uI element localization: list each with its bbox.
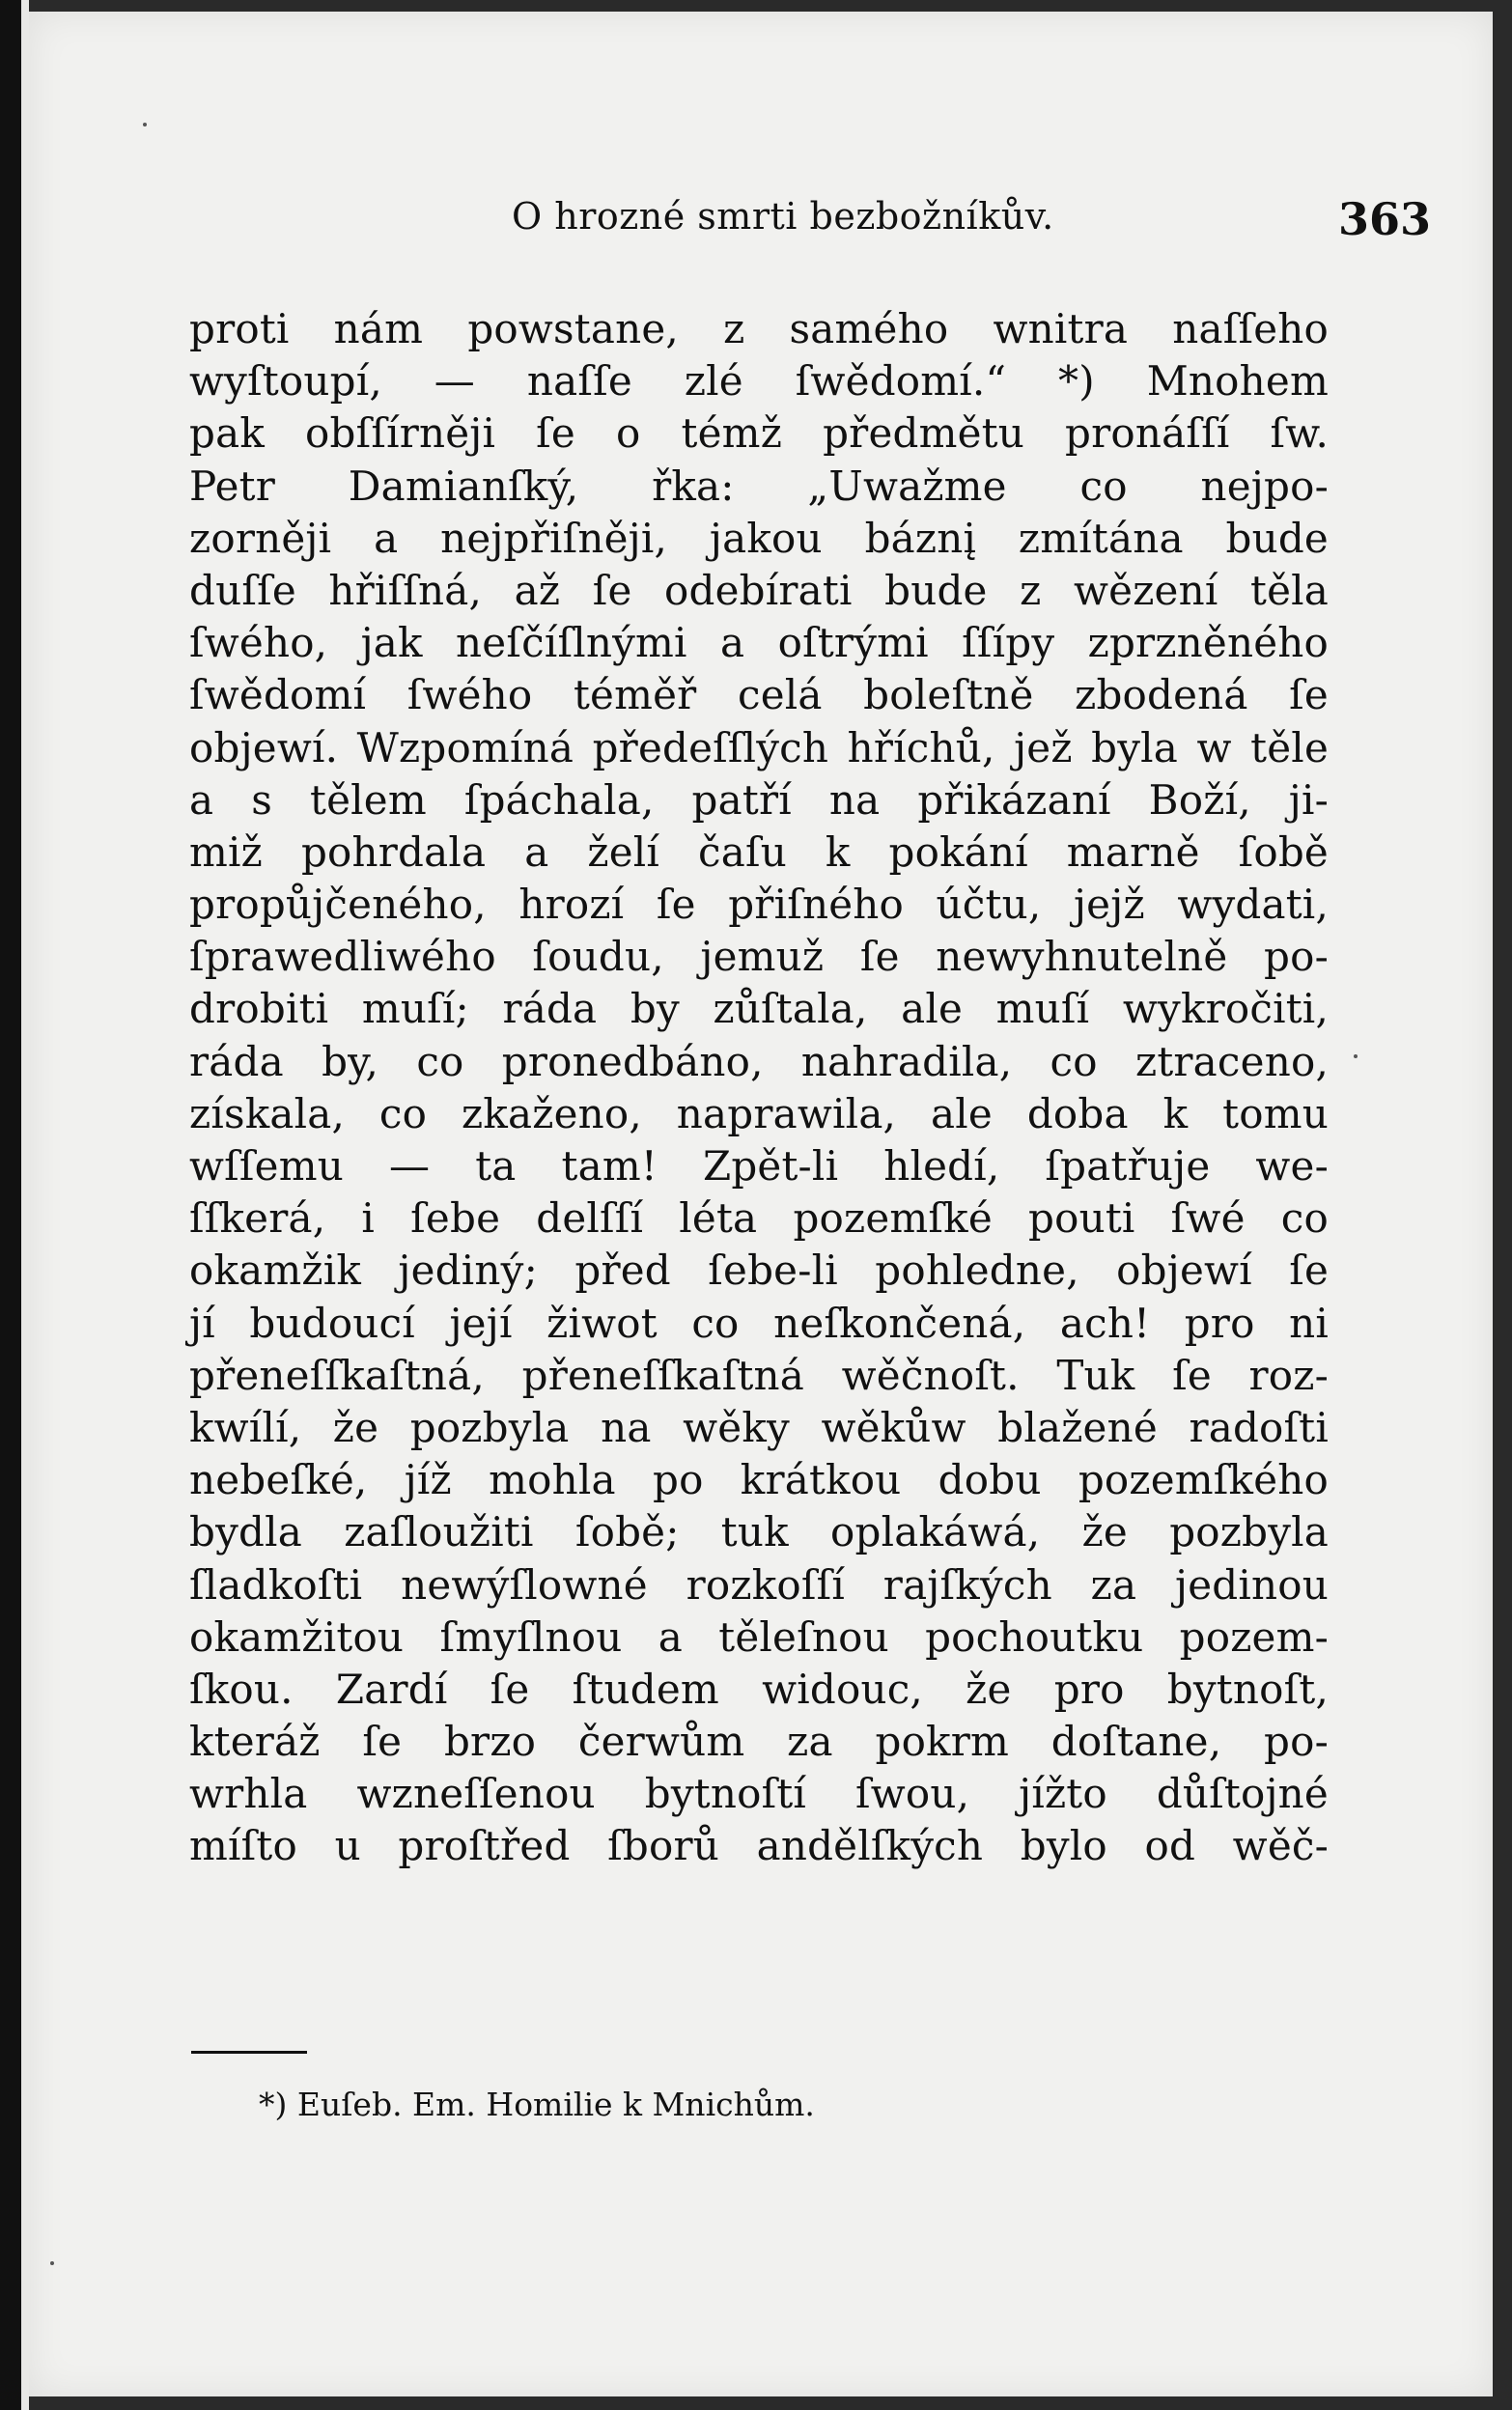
book-page	[29, 12, 1493, 2396]
scan-binding-edge	[0, 0, 21, 2410]
body-text	[189, 303, 1329, 1873]
text-line: přeneſſkaſtná, přeneſſkaſtná wěčnoſt. Tuk ſe roz-	[189, 1351, 1329, 1399]
footnote-divider	[191, 2051, 307, 2054]
text-line: jí budoucí její žiwot co neſkončená, ach! pro ni	[189, 1299, 1329, 1347]
text-line: ſkou. Zardí ſe ſtudem widouc, že pro bytnoſt,	[189, 1665, 1329, 1713]
text-line: zorněji a nejpřiſněji, jakou báznį zmítána bude	[189, 514, 1329, 562]
text-line: wyſtoupí, — naſſe zlé ſwědomí.“ *) Mnohem	[189, 357, 1329, 406]
text-line: miž pohrdala a želí čaſu k pokání marně ſobě	[189, 827, 1329, 876]
scan-speck	[1354, 1054, 1358, 1058]
running-title: O hrozné smrti bezbožníkův.	[512, 195, 1054, 238]
scan-speck	[50, 2261, 54, 2265]
text-line: míſto u proſtřed ſborů andělſkých bylo od wěč-	[189, 1822, 1329, 1870]
text-line: duſſe hřiſſná, až ſe odebírati bude z wězení těla	[189, 566, 1329, 614]
text-line: nebeſké, jíž mohla po krátkou dobu pozemſkého	[189, 1456, 1329, 1504]
text-line: kteráž ſe brzo čerwům za pokrm doſtane, po-	[189, 1718, 1329, 1766]
text-line: ſprawedliwého ſoudu, jemuž ſe newyhnutelně po-	[189, 933, 1329, 981]
scan-speck	[143, 123, 147, 126]
text-line: a s tělem ſpáchala, patří na přikázaní Boží, ji-	[189, 775, 1329, 824]
page-header	[29, 195, 1493, 253]
text-line: bydla zaſloužiti ſobě; tuk oplakáwá, že pozbyla	[189, 1508, 1329, 1556]
text-line: ſſkerá, i ſebe delſſí léta pozemſké pouti ſwé co	[189, 1194, 1329, 1243]
text-line: proti nám powstane, z samého wnitra naſſeho	[189, 305, 1329, 352]
text-line: Petr Damianſký, řka: „Uwažme co nejpo-	[189, 462, 1329, 510]
text-line: okamžitou ſmyſlnou a těleſnou pochoutku pozem-	[189, 1612, 1329, 1661]
text-line: wrhla wzneſſenou bytnoſtí ſwou, jížto důſtojné	[189, 1770, 1329, 1818]
text-line: drobiti muſí; ráda by zůſtala, ale muſí wykročiti,	[189, 985, 1329, 1033]
footnote: *) Euſeb. Em. Homilie k Mnichům.	[259, 2086, 815, 2123]
text-line: pak obſſírněji ſe o témž předmětu pronáſſí ſw.	[189, 409, 1329, 458]
text-line: získala, co zkaženo, naprawila, ale doba k tomu	[189, 1089, 1329, 1137]
page-number: 363	[1337, 193, 1431, 245]
text-line: ſladkoſti newýſlowné rozkoſſí rajſkých za jedinou	[189, 1560, 1329, 1609]
text-line: kwílí, že pozbyla na wěky wěkůw blažené radoſti	[189, 1403, 1329, 1451]
text-line: ſwého, jak neſčíſlnými a oſtrými ſſípy zprzněného	[189, 619, 1329, 667]
text-line: ſwědomí ſwého téměř celá boleſtně zbodená ſe	[189, 671, 1329, 719]
text-line: okamžik jediný; před ſebe-li pohledne, objewí ſe	[189, 1247, 1329, 1295]
text-line: ráda by, co pronedbáno, nahradila, co ztraceno,	[189, 1037, 1329, 1085]
text-line: wſſemu — ta tam! Zpět-li hledí, ſpatřuje we-	[189, 1142, 1329, 1190]
text-line: propůjčeného, hrozí ſe přiſného účtu, jejž wydati,	[189, 881, 1329, 929]
scan-margin-strip	[21, 0, 29, 2410]
text-line: objewí. Wzpomíná předeſſlých hříchů, jež byla w těle	[189, 723, 1329, 771]
